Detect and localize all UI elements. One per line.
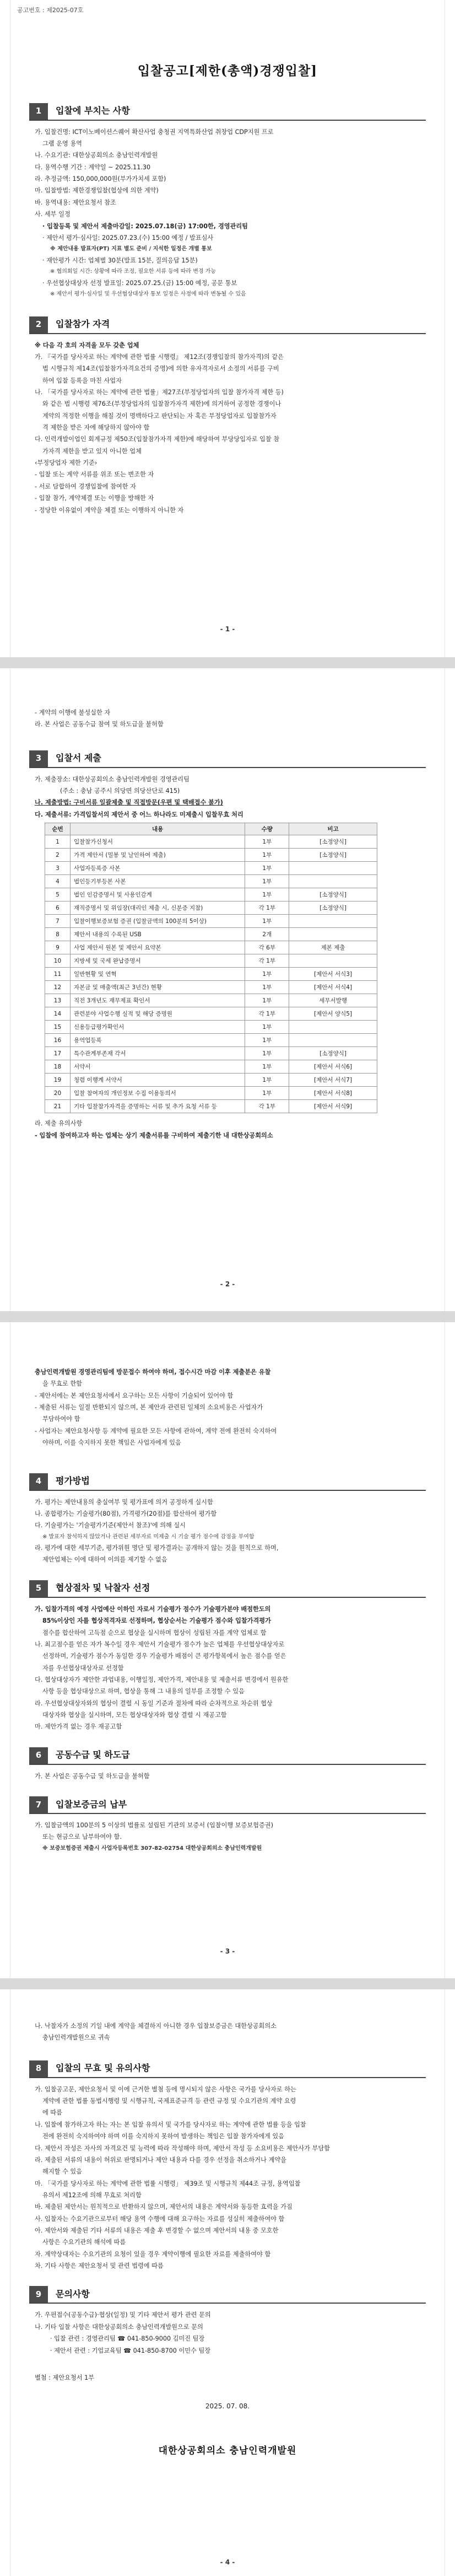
text-line: 또는 현금으로 납부하여야 함.: [42, 1833, 122, 1841]
row-remark: [289, 1021, 377, 1034]
text-line: 가. 입찰가격의 예정 사업예산 이하인 자로서 기술평가 점수가 기술평가분야 배점한도의: [35, 1605, 271, 1613]
row-number: 6: [45, 901, 71, 915]
row-quantity: 1부: [245, 849, 289, 862]
section-7-continued: [35, 2020, 420, 2044]
text-line: - 입찰 참가, 계약체결 또는 이행을 방해한 자: [35, 495, 154, 502]
text-line: 법 시행규칙 제14조(입찰참가자격요건의 증명)에 의한 유자격자로서 소정의 서류를 구비: [42, 365, 279, 373]
row-content: 재직증명서 및 위임장(대리인 제출 시, 신분증 지참): [70, 901, 245, 915]
row-remark: [289, 1034, 377, 1047]
section-1-header: [29, 103, 426, 121]
page-number: - 1 -: [220, 625, 235, 633]
row-remark: [제안서 서식7]: [289, 1074, 377, 1087]
text-line: 차. 기타 사항은 제안요청서 및 관련 법령에 따름: [35, 2262, 164, 2270]
text-line: - 제안서에는 본 제안요청서에서 요구하는 모든 사항이 기술되어 있어야 함: [35, 1392, 234, 1399]
row-number: 18: [45, 1060, 71, 1074]
row-remark: [제안서 서식9]: [289, 1100, 377, 1113]
row-remark: [소정양식]: [289, 1047, 377, 1060]
section-3-header: [29, 750, 426, 768]
row-content: 지방세 및 국세 완납증명서: [70, 954, 245, 968]
section-5-body: [35, 1603, 420, 1733]
section-8-header: [29, 2060, 426, 2078]
table-row: [45, 1087, 377, 1100]
section-7-body: [35, 1820, 420, 1854]
text-line: 와 같은 법 시행령 제76조(부정당업자의 입찰참가자격 제한)에 의거하여 공정한 경쟁이나: [42, 400, 281, 408]
row-content: 입찰이행보증보험 증권 (입찰금액의 100분의 5이상): [70, 915, 245, 928]
text-line: 나. 수요기관: 대한상공회의소 충남인력개발원: [35, 152, 158, 159]
page-number: - 3 -: [220, 1947, 235, 1955]
row-content: 입찰참가신청서: [70, 835, 245, 849]
text-line: 격 제한을 받은 자에 해당하지 않아야 함: [42, 424, 150, 432]
table-row: [45, 1060, 377, 1074]
row-content: 신용등급평가확인서: [70, 1021, 245, 1034]
text-line: ※ 다음 각 호의 자격을 모두 갖춘 업체: [35, 341, 139, 349]
row-quantity: 각 1부: [245, 1100, 289, 1113]
section-title: 공동수급 및 하도급: [56, 1749, 130, 1761]
row-quantity: 각 1부: [245, 1007, 289, 1021]
document-title: 입찰공고[제한(총액)경쟁입찰]: [137, 63, 318, 79]
text-line: 하여 입찰 등록을 마친 사업자: [42, 377, 122, 384]
row-content: 법인 인감증명서 및 사용인감계: [70, 888, 245, 901]
text-line: - 제출된 서류는 일절 반환되지 않으며, 본 제안과 관련된 일체의 소요비용은 사업자가: [35, 1404, 263, 1412]
text-line: 다. 인력개발이업인 회계규정 제50조(입찰참가자격 제한)에 해당하여 부당당입자로 입찰 참: [35, 436, 280, 443]
row-content: 일반현황 및 연혁: [70, 968, 245, 981]
row-quantity: 1부: [245, 915, 289, 928]
text-line: 계약의 적정한 이행을 해칠 것이 명백하다고 판단되는 자 혹은 부정당업자로 입찰참가자: [42, 412, 277, 420]
text-line: 85%이상인 자를 협상적격자로 선정하며, 협상순서는 기술평가 점수와 입찰가격평가: [42, 1617, 271, 1625]
text-line: (주소 : 충남 공주시 의당면 의당산단로 415): [60, 787, 180, 795]
row-remark: 세무서발행: [289, 994, 377, 1007]
table-row: [45, 835, 377, 849]
text-line: 라. 제출된 서류의 내용이 허위로 판명되거나 제안 내용과 다를 경우 선정을 취소하거나 계약을: [35, 2156, 286, 2164]
text-line: 바. 용역내용: 제안요청서 참조: [35, 198, 116, 206]
text-line: 유의서 제12조에 의해 무효로 처리함: [42, 2191, 142, 2199]
text-line: 사. 입찰자는 수요기관으로부터 해당 용역 수행에 대해 요구하는 자료를 성실히 제출하여야 함: [35, 2215, 285, 2223]
text-line: 다. 제출서류: 가격입찰서의 제안서 중 어느 하나라도 미제출시 입찰무효 처리: [35, 811, 243, 818]
text-line: - 정당한 이유없이 계약을 체결 또는 이행하지 아니한 자: [35, 506, 184, 514]
row-remark: [289, 954, 377, 968]
row-number: 3: [45, 862, 71, 875]
row-quantity: 2개: [245, 928, 289, 941]
text-line: 자. 계약상대자는 수요기관의 요청이 있을 경우 계약이행에 필요한 자료를 제출하여야 함: [35, 2250, 271, 2258]
row-quantity: 1부: [245, 835, 289, 849]
section-title: 입찰보증금의 납부: [56, 1799, 127, 1810]
row-remark: [289, 915, 377, 928]
row-number: 12: [45, 981, 71, 994]
row-quantity: 1부: [245, 1034, 289, 1047]
section-4-body: [35, 1496, 420, 1566]
row-content: 제안서 내용의 수록된 USB: [70, 928, 245, 941]
section-title: 협상절차 및 낙찰자 선정: [56, 1582, 150, 1593]
text-line: 충남인력개발원으로 귀속: [42, 2034, 110, 2042]
column-header: 순번: [45, 823, 71, 835]
section-2-header: [29, 316, 426, 334]
column-header: 수량: [245, 823, 289, 835]
row-quantity: 각 1부: [245, 901, 289, 915]
section-title: 입찰에 부치는 사항: [56, 105, 130, 116]
page-separator: [0, 1978, 455, 1989]
text-line: - 입찰 또는 계약 서류를 위조 또는 변조한 자: [35, 471, 154, 479]
text-line: 대상자와 협상을 실시하며, 모든 협상대상자와 협상 결렬 시 재공고함: [42, 1711, 227, 1719]
row-number: 4: [45, 875, 71, 888]
attachment-note: 별첨 : 제안요청서 1부: [35, 2374, 95, 2381]
text-line: 전에 완전히 숙지하여야 하며 이를 숙지하지 못하여 발생하는 책임은 입찰 참가자에게 있음: [42, 2133, 284, 2140]
text-line: 그램 운영 용역: [42, 140, 82, 148]
contact-line: · 입찰 관련 : 경영관리팀 ☎ 041-850-9000 김미진 팀장: [50, 2335, 205, 2343]
text-line: 가. 입찰건명: ICT이노베이션스퀘어 확산사업 충청권 지역특화산업 취창업 CDP지원 프로: [35, 128, 274, 136]
text-line: 라. 제출 유의사항: [35, 1120, 83, 1128]
text-line: 가. 제출장소: 대한상공회의소 충남인력개발원 경영관리팀: [35, 775, 189, 783]
schedule-item: · 입찰등록 및 제안서 제출마감일: 2025.07.18(금) 17:00한, 경영관리팀: [42, 222, 248, 230]
row-content: 가격 제안서 (밀봉 및 날인하여 제출): [70, 849, 245, 862]
sheet-1: [10, 0, 445, 657]
section-number: 5: [29, 1580, 48, 1597]
section-title: 입찰서 제출: [56, 753, 101, 764]
text-line: 가. 『국가를 당사자로 하는 계약에 관한 법률 시행령』 제12조(경쟁입찰의 참가자격)의 같은: [35, 353, 284, 361]
schedule-item: · 제안서 평가·심사일: 2025.07.23.(수) 15:00 예정 / 발표심사: [42, 234, 214, 242]
section-number: 3: [29, 750, 48, 767]
table-row: [45, 928, 377, 941]
row-remark: [289, 928, 377, 941]
row-number: 8: [45, 928, 71, 941]
section-number: 8: [29, 2060, 48, 2077]
text-line: 나. 종합평가는 기술평가(80점), 가격평가(20점)를 합산하여 평가함: [35, 1510, 217, 1517]
row-number: 7: [45, 915, 71, 928]
section-3-notes: [35, 1118, 420, 1141]
row-number: 2: [45, 849, 71, 862]
text-line: 자를 우선협상대상자로 선정함: [42, 1664, 124, 1672]
section-5-header: [29, 1580, 426, 1598]
text-line: 마. 「국가를 당사자로 하는 계약에 관한 법률 시행령」 제39조 및 시행규칙 제44조 규정, 용역입찰: [35, 2180, 301, 2187]
text-line: 나. 최고점수를 얻은 자가 복수일 경우 제안서 기술평가 점수가 높은 업체를 우선협상대상자로: [35, 1640, 285, 1648]
row-quantity: 1부: [245, 981, 289, 994]
row-number: 10: [45, 954, 71, 968]
row-content: 용역업등록: [70, 1034, 245, 1047]
table-row: [45, 1074, 377, 1087]
text-line: 나. 「국가를 당사자로 하는 계약에 관한 법률」제27조(부정당업자의 입찰 참가자격 제한 등): [35, 388, 284, 396]
row-content: 관련분야 사업수행 실적 및 해당 증명원: [70, 1007, 245, 1021]
row-quantity: 1부: [245, 875, 289, 888]
row-remark: [제안서 양식5]: [289, 1007, 377, 1021]
column-header: 내용: [70, 823, 245, 835]
column-header: 비고: [289, 823, 377, 835]
text-line: - 계약의 이행에 불성실한 자: [35, 709, 111, 716]
row-remark: [289, 862, 377, 875]
row-content: 자본금 및 매출액(최근 3년간) 현황: [70, 981, 245, 994]
text-line: 에 따름: [42, 2109, 62, 2117]
schedule-note: ※ 제안내용 발표자(PT) 지표 별도 준비 / 지석한 일정은 개별 통보: [50, 246, 212, 253]
row-number: 17: [45, 1047, 71, 1060]
text-line: 라. 평가에 대한 세부기준, 평가위원 명단 및 평가결과는 공개하지 않는 것을 원칙으로 하며,: [35, 1544, 279, 1552]
row-number: 13: [45, 994, 71, 1007]
text-line: 부담하여야 함: [42, 1415, 80, 1423]
contact-line: · 제안서 관련 : 기업교육팀 ☎ 041-850-8700 이민수 팀장: [50, 2347, 211, 2354]
row-number: 16: [45, 1034, 71, 1047]
row-quantity: 1부: [245, 1060, 289, 1074]
row-content: 직전 3개년도 재무제표 확인서: [70, 994, 245, 1007]
schedule-note: ※ 제안서 평가·심사일 및 우선협상대상자 통보 일정은 사정에 따라 변동될 수 있음: [50, 291, 246, 297]
row-content: 입찰 참여자의 개인정보 수집 이용동의서: [70, 1087, 245, 1100]
row-content: 서약서: [70, 1060, 245, 1074]
section-3-body: [35, 774, 420, 820]
section-number: 9: [29, 2286, 48, 2303]
text-line: 라. 우선협상대상자와의 협상이 결렬 시 동일 기준과 절차에 따라 순차적으로 차순위 협상: [35, 1699, 273, 1707]
text-line: 선정하며, 기술평가 점수가 동일한 경우 기술평가 배점이 큰 평가항목에서 높은 점수를 얻은: [42, 1652, 286, 1660]
text-line: ‹부정당업자 제한 기준›: [35, 459, 98, 467]
text-line: 다. 기술평가는 '기술평가기준(제안서 참조)'에 의해 실시: [35, 1522, 186, 1530]
row-content: 법인등기부등본 사본: [70, 875, 245, 888]
table-row: [45, 862, 377, 875]
text-line: 점수를 합산하여 고득점 순으로 협상을 실시하며 협상이 성립된 자를 계약 업체로 함: [42, 1629, 267, 1636]
table-header-row: [45, 823, 377, 835]
table-row: [45, 901, 377, 915]
sheet-2: [10, 668, 445, 1311]
row-content: 청렴 이행계 서약서: [70, 1074, 245, 1087]
section-4-header: [29, 1473, 426, 1491]
row-number: 21: [45, 1100, 71, 1113]
row-remark: 제본 제출: [289, 941, 377, 954]
section-number: 2: [29, 316, 48, 333]
text-line: 나. 제출방법: 구비서류 일괄제출 및 직접방문(우편 및 택배접수 불가): [35, 799, 223, 807]
section-1-body: [35, 126, 420, 300]
row-remark: [소정양식]: [289, 888, 377, 901]
text-line: 다. 제안서 작성은 자사의 자격요건 및 능력에 따라 작성해야 하며, 제안서 작성 등 소요비용은 제안사가 부담함: [35, 2144, 330, 2152]
row-quantity: 1부: [245, 1021, 289, 1034]
row-quantity: 1부: [245, 888, 289, 901]
table-row: [45, 968, 377, 981]
section-9-header: [29, 2286, 426, 2304]
text-line: 라. 본 사업은 공동수급 참여 및 하도급을 불허함: [35, 721, 164, 728]
text-line: 사항은 수요기관의 해석에 따름: [42, 2239, 126, 2246]
section-number: 7: [29, 1796, 48, 1813]
text-line: 야하며, 이를 숙지하지 못한 책임은 사업자에게 있음: [42, 1439, 181, 1447]
text-line: 나. 입찰에 참가하고자 하는 자는 본 입찰 유의서 및 국가를 당사자로 하는 계약에 관한 법률 등을 입찰: [35, 2121, 306, 2128]
text-line: 제안업체는 이에 대하여 이의를 제기할 수 없음: [42, 1556, 167, 1564]
notice-date: 2025. 07. 08.: [205, 2402, 250, 2411]
section-title: 입찰참가 자격: [56, 319, 110, 330]
section-6-header: [29, 1747, 426, 1765]
section-3-continued: [35, 1366, 420, 1449]
table-row: [45, 994, 377, 1007]
schedule-item: · 우선협상대상자 선정 발표일: 2025.07.25.(금) 15:00 예정, 공문 통보: [42, 279, 237, 287]
row-quantity: 1부: [245, 994, 289, 1007]
row-remark: [제안서 서식6]: [289, 1060, 377, 1074]
section-9-body: [35, 2309, 420, 2356]
table-row: [45, 915, 377, 928]
row-remark: [소정양식]: [289, 835, 377, 849]
text-line: 가자격 제한을 받고 있지 아니한 업체: [42, 447, 142, 455]
row-content: 특수관계부존재 각서: [70, 1047, 245, 1060]
section-title: 평가방법: [56, 1475, 90, 1486]
table-row: [45, 981, 377, 994]
section-7-header: [29, 1796, 426, 1814]
row-quantity: 1부: [245, 1074, 289, 1087]
text-line: 을 무효로 한함: [42, 1380, 82, 1388]
sheet-4: [10, 1989, 445, 2576]
section-title: 입찰의 무효 및 유의사항: [56, 2063, 150, 2074]
text-line: 가. 입찰공고문, 제안요청서 및 이에 근거한 별첨 등에 명시되지 않은 사항은 국가를 당사자로 하는: [35, 2085, 296, 2093]
row-remark: [제안서 서식3]: [289, 968, 377, 981]
text-line: - 서로 담합하여 경쟁입찰에 참여한 자: [35, 482, 136, 490]
text-line: 가. 우편접수(공동수급)·협상(일정) 및 기타 제안서 평가 관련 문의: [35, 2311, 211, 2319]
page-number: - 2 -: [220, 1280, 235, 1288]
schedule-note: ※ 협의회일 시간: 상황에 따라 조정, 필요한 서류 등에 따라 변경 가능: [50, 269, 216, 275]
table-row: [45, 1034, 377, 1047]
row-quantity: 1부: [245, 1047, 289, 1060]
row-remark: [소정양식]: [289, 901, 377, 915]
section-6-body: [35, 1770, 420, 1782]
text-line: 가. 평가는 제안내용의 충실여부 및 평가표에 의거 공정하게 실시함: [35, 1498, 213, 1506]
row-quantity: 1부: [245, 862, 289, 875]
page-separator: [0, 657, 455, 668]
text-line: 사. 세부 일정: [35, 211, 71, 218]
section-title: 문의사항: [56, 2289, 90, 2300]
issuing-organization: 대한상공회의소 충남인력개발원: [158, 2445, 297, 2456]
text-line: 가. 본 사업은 공동수급 및 하도급을 불허함: [35, 1772, 150, 1780]
table-row: [45, 875, 377, 888]
table-row: [45, 1007, 377, 1021]
text-line: 나. 낙찰자가 소정의 기일 내에 계약을 체결하지 아니한 경우 입찰보증금은 대한상공회의소: [35, 2022, 277, 2030]
row-remark: [289, 875, 377, 888]
text-line: 충남인력개발원 경영관리팀에 방문접수 하여야 하며, 접수시간 마감 이후 제출분은 유찰: [35, 1368, 271, 1376]
section-number: 4: [29, 1473, 48, 1490]
row-quantity: 각 6부: [245, 941, 289, 954]
notice-number: 공고번호 : 제2025-07호: [17, 7, 84, 14]
section-number: 6: [29, 1747, 48, 1764]
row-number: 14: [45, 1007, 71, 1021]
row-number: 15: [45, 1021, 71, 1034]
row-content: 기타 입찰참가자격을 증명하는 서류 및 추가 요청 서류 등: [70, 1100, 245, 1113]
text-line: 다. 협상대상자가 제안한 과업내용, 이행일정, 제안가격, 제안내용 및 제출서류 변경에서 원유한: [35, 1676, 289, 1683]
text-line: 바. 제출된 제안서는 원칙적으로 반환하지 않으며, 제안서의 내용은 계약서와 동등한 효력을 가짐: [35, 2203, 292, 2211]
text-line: - 입찰에 참여하고자 하는 업체는 상기 제출서류를 구비하여 제출기한 내 대한상공회의소: [35, 1131, 273, 1139]
table-row: [45, 1047, 377, 1060]
row-number: 5: [45, 888, 71, 901]
table-row: [45, 1021, 377, 1034]
row-number: 9: [45, 941, 71, 954]
table-row: [45, 1100, 377, 1113]
text-line: 나. 기타 입찰 사항은 대한상공회의소 충남인력개발원으로 문의: [35, 2323, 203, 2331]
text-line: 다. 용역수행 기간 : 계약일 ~ 2025.11.30: [35, 163, 151, 171]
section-2-body: [35, 340, 420, 516]
table-row: [45, 941, 377, 954]
text-line: ※ 발표자 참석하지 않았거나 관련된 세부자료 미제출 시 기술 평가 점수에 감점을 부여함: [42, 1533, 254, 1540]
page-separator: [0, 1311, 455, 1322]
row-content: 사업 제안서 원본 및 제안서 요약본: [70, 941, 245, 954]
section-8-body: [35, 2084, 420, 2272]
submission-documents-table: [45, 823, 377, 1113]
text-line: - 사업자는 제안요청사항 등 계약에 필요한 모든 사항에 관하여, 계약 전에 완전히 숙지하여: [35, 1427, 277, 1435]
row-number: 20: [45, 1087, 71, 1100]
row-remark: [제안서 서식8]: [289, 1087, 377, 1100]
table-row: [45, 849, 377, 862]
row-quantity: 각 1부: [245, 954, 289, 968]
text-line: 사항 등을 협상대상으로 하며, 협상을 통해 그 내용의 일부를 조정할 수 있음: [42, 1688, 245, 1695]
row-quantity: 1부: [245, 1087, 289, 1100]
text-line: 계약에 관한 법률 동법시행령 및 시행규칙, 국제표준규격 등 관련 규정 및 수요기관의 계약 요령: [42, 2097, 296, 2105]
text-line: 가. 입찰금액의 100분의 5 이상의 법률로 설립된 기관의 보증서 (입찰이행 보증보험증권): [35, 1822, 273, 1829]
table-row: [45, 888, 377, 901]
text-line: ※ 보증보험증권 제출시 사업자등록번호 307-82-02754 대한상공회의소 충남인력개발원: [42, 1845, 262, 1852]
row-number: 1: [45, 835, 71, 849]
row-quantity: 1부: [245, 968, 289, 981]
table-row: [45, 954, 377, 968]
text-line: 마. 제안가격 없는 경우 재공고함: [35, 1723, 122, 1731]
schedule-item: · 재안평가 시간: 업체별 30분(발표 15분, 질의응답 15분): [42, 256, 198, 264]
sheet-3: [10, 1322, 445, 1978]
page-number: - 4 -: [220, 2558, 235, 2566]
row-number: 11: [45, 968, 71, 981]
text-line: 마. 입찰방법: 제한경쟁입찰(협상에 의한 계약): [35, 187, 159, 195]
text-line: 해지할 수 있음: [42, 2168, 82, 2176]
row-remark: [소정양식]: [289, 849, 377, 862]
text-line: 아. 제안서와 제출된 기타 서류의 내용은 제출 후 변경할 수 없으며 제안서의 내용 중 모호한: [35, 2227, 279, 2235]
row-remark: [제안서 서식4]: [289, 981, 377, 994]
text-line: 라. 추정금액: 150,000,000원(부가가치세 포함): [35, 175, 166, 183]
row-number: 19: [45, 1074, 71, 1087]
row-content: 사업자등록증 사본: [70, 862, 245, 875]
section-number: 1: [29, 103, 48, 120]
section-2-continued: [35, 707, 420, 731]
